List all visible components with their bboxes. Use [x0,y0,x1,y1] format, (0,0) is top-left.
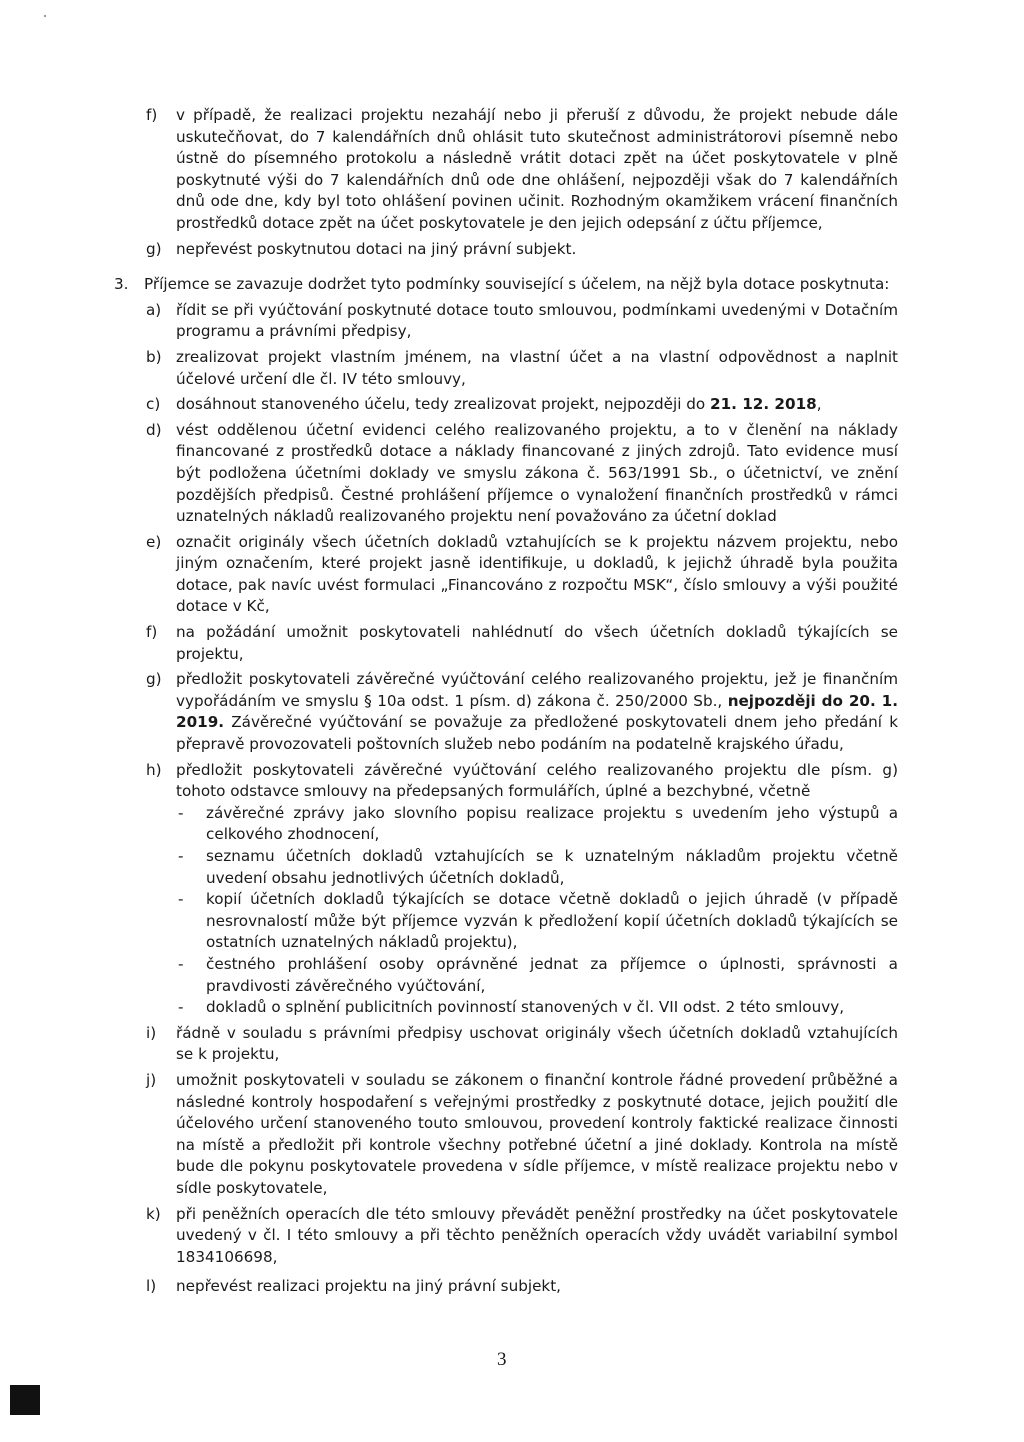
clause-text: na požádání umožnit poskytovateli nahlédnutí do všech účetních dokladů týkajících se projektu, [176,623,898,663]
deadline-date: 21. 12. 2018 [710,395,817,414]
page-number: 3 [497,1349,507,1370]
clause-3e [146,532,898,618]
clause-text: v případě, že realizaci projektu nezahájí nebo ji přeruší z důvodu, že projekt nebude dále uskutečňovat, do 7 kalendářních dnů ohlásit tuto skutečnost administrátorovi písemně nebo ústně do písemného protokolu a následně vrátit dotaci zpět na účet poskytovatele v plně poskytnuté výši do 7 kalendářních dnů ode dne ohlášení, nejpozději však do 7 kalendářních dnů ode dne, kdy byl toto ohlášení povinen učinit. Rozhodným okamžikem vrácení finančních prostředků dotace zpět na účet poskytovatele je den jejich odepsání z účtu příjemce, [176,106,898,232]
clause-label: h) [146,760,162,779]
scan-marker [10,1385,40,1415]
clause-label: f) [146,106,158,124]
clause-3c [146,394,898,416]
list-item: - čestného prohlášení osoby oprávněné jednat za příjemce o úplnosti, správnosti a pravdivosti závěrečného vyúčtování, [178,954,898,995]
clause-text: řádně v souladu s právními předpisy uschovat originály všech účetních dokladů vztahujících se k projektu, [176,1023,898,1064]
clause-label: f) [146,623,158,642]
list-item: - kopií účetních dokladů týkajících se dotace včetně dokladů o jejich úhradě (v případě nesrovnalostí může být příjemce vyzván k předložení kopií účetních dokladů týkajících se ostatních uznatelných nákladů projektu), [178,890,898,952]
clause-label: b) [146,347,162,366]
section-3-intro [114,274,898,296]
clause-3i [146,1023,898,1066]
clause-text: řídit se při vyúčtování poskytnuté dotace touto smlouvou, podmínkami uvedenými v Dotačním programu a právními předpisy, [176,300,898,341]
clause-text-end: , [816,395,822,414]
contract-text [114,105,898,1298]
clause-3j [146,1070,898,1200]
clause-2f [146,105,898,235]
clause-text-end: Závěrečné vyúčtování se považuje za předložené poskytovateli dnem jeho předání k přepravě provozovateli poštovních služeb nebo podáním na podatelně krajského úřadu, [176,713,898,754]
clause-text: předložit poskytovateli závěrečné vyúčtování celého realizovaného projektu dle písm. g) tohoto odstavce smlouvy na předepsaných formulářích, úplné a bezchybné, včetně [176,760,898,801]
clause-label: e) [146,532,162,551]
bullet-dash: - [178,847,184,865]
list-item: - dokladů o splnění publicitních povinností stanovených v čl. VII odst. 2 této smlouvy, [176,997,898,1019]
clause-text: dosáhnout stanoveného účelu, tedy zrealizovat projekt, nejpozději do [176,395,711,414]
section-number: 3. [114,275,129,294]
scan-speck [44,15,46,17]
bullet-dash: - [178,954,184,973]
bullet-dash: - [178,998,184,1017]
clause-text: nepřevést realizaci projektu na jiný právní subjekt, [176,1277,561,1296]
clause-label: g) [146,670,162,689]
bullet-dash: - [178,890,184,909]
clause-3g [146,669,898,755]
clause-3l [146,1276,898,1298]
list-item: - závěrečné zprávy jako slovního popisu realizace projektu s uvedením jeho výstupů a celkového zhodnocení, [178,803,898,844]
clause-3f [146,622,898,665]
clause-text: předložit poskytovateli závěrečné vyúčtování celého realizovaného projektu, jež je finančním vypořádáním ve smyslu § 10a odst. 1 písm. d) zákona č. 250/2000 Sb., [176,670,898,710]
clause-text: umožnit poskytovateli v souladu se zákonem o finanční kontrole řádné provedení průběžné a následné kontroly hospodaření s veřejnými prostředky z poskytnuté dotace, jejich použití dle účelového určení stanoveného touto smlouvou, provedení kontroly faktické realizace činnosti na místě a předložit při kontrole všechny potřebné účetní a jiné doklady. Kontrola na místě bude dle pokynu poskytovatele provedena v sídle příjemce, v místě realizace projektu nebo v sídle poskytovatele, [176,1070,898,1197]
clause-3h [146,760,898,1019]
clause-3a [146,300,898,343]
clause-label: d) [146,420,162,439]
clause-3k [146,1204,898,1269]
clause-label: g) [146,239,162,258]
bullet-list [176,803,898,1019]
clause-text: při peněžních operacích dle této smlouvy převádět peněžní prostředky na účet poskytovatele uvedený v čl. I této smlouvy a při těchto peněžních operacích vždy uvádět variabilní symbol 1834106698, [176,1204,898,1266]
clause-text: označit originály všech účetních dokladů vztahujících se k projektu názvem projektu, nebo jiným označením, které projekt jasně identifikuje, u dokladů, k jejichž úhradě byla použita dotace, pak navíc uvést formulaci „Financováno z rozpočtu MSK“, číslo smlouvy a výši použité dotace v Kč, [176,532,898,616]
clause-label: i) [146,1023,157,1042]
clause-label: a) [146,300,162,319]
clause-text: vést oddělenou účetní evidenci celého realizovaného projektu, a to v členění na náklady financované z prostředků dotace a náklady financované z jiných zdrojů. Tato evidence musí být podložena účetními doklady ve smyslu zákona č. 563/1991 Sb., o účetnictví, ve znění pozdějších předpisů. Čestné prohlášení příjemce o vynaložení finančních prostředků v rámci uznatelných nákladů realizovaného projektu není považováno za účetní doklad [176,420,898,526]
clause-label: l) [146,1277,157,1296]
clause-label: c) [146,395,161,414]
list-item: - seznamu účetních dokladů vztahujících se k uznatelným nákladům projektu včetně uvedení obsahu jednotlivých účetních dokladů, [178,847,898,887]
section-intro-text: Příjemce se zavazuje dodržet tyto podmínky související s účelem, na nějž byla dotace poskytnuta: [144,275,890,294]
clause-text: nepřevést poskytnutou dotaci na jiný právní subjekt. [176,239,577,258]
clause-text: zrealizovat projekt vlastním jménem, na vlastní účet a na vlastní odpovědnost a naplnit účelové určení dle čl. IV této smlouvy, [176,347,898,388]
deadline-bold: nejpozději do 20. 1. 2019. [176,691,898,732]
clause-3b [146,347,898,390]
clause-3d [146,420,898,528]
clause-2g [146,239,898,261]
clause-label: j) [146,1070,157,1089]
clause-label: k) [146,1204,161,1223]
bullet-dash: - [178,803,184,822]
